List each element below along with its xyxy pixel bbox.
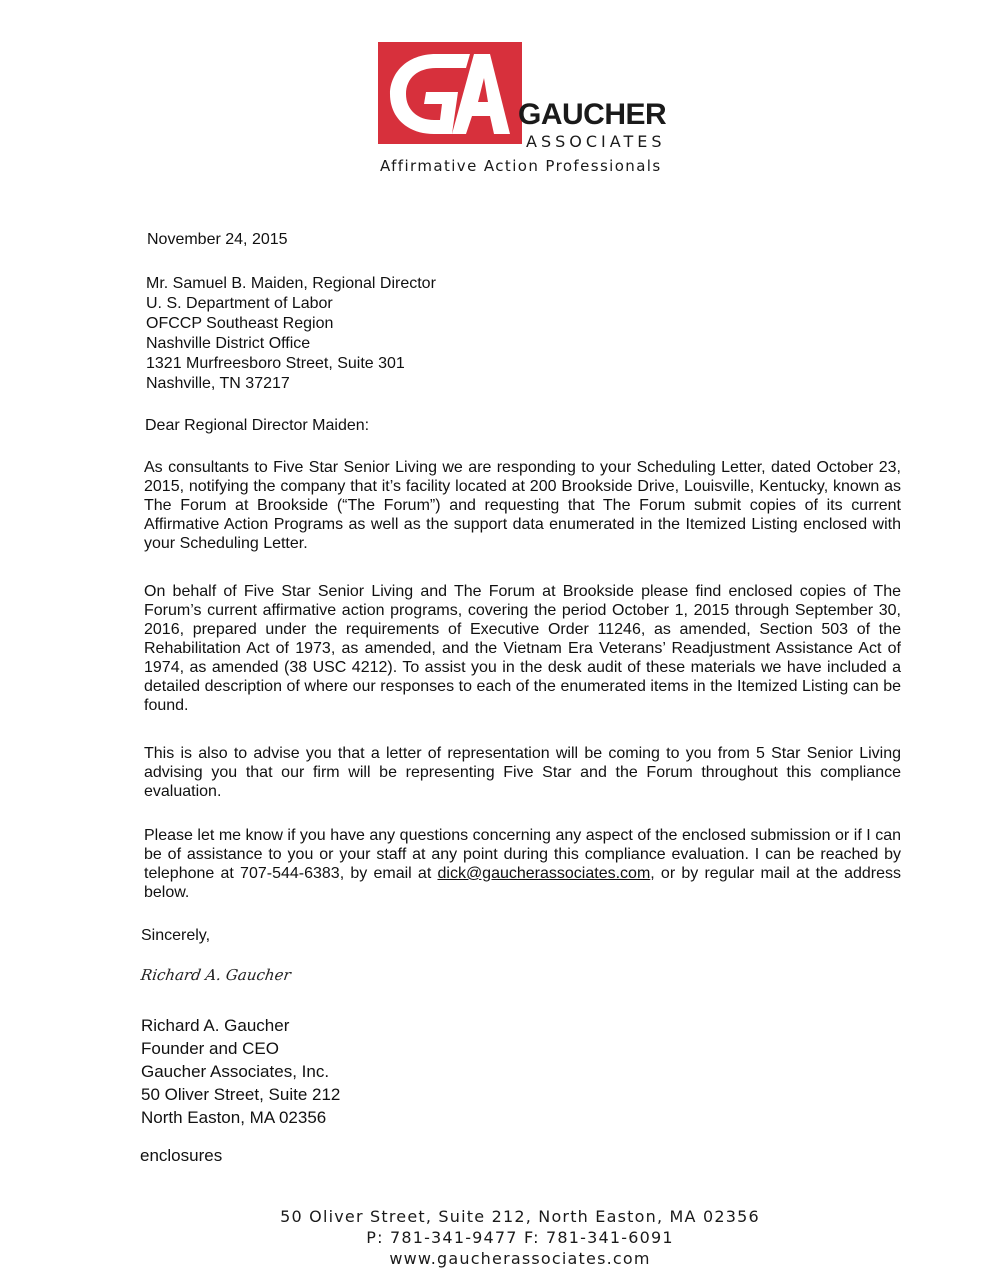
footer-website: www.gaucherassociates.com (389, 1249, 651, 1268)
footer-address: 50 Oliver Street, Suite 212, North Easton, MA 02356 (280, 1207, 760, 1226)
recipient-line: Nashville District Office (146, 335, 311, 352)
body-paragraph-4 (144, 826, 901, 902)
body-paragraph-3: This is also to advise you that a letter of representation will be coming to you from 5 Star Senior Living advising you that our firm will be representing Five Star and the Forum throughout this compliance evaluation. (144, 745, 901, 800)
enclosures-note: enclosures (140, 1146, 223, 1165)
recipient-line: 1321 Murfreesboro Street, Suite 301 (146, 355, 405, 372)
recipient-line: OFCCP Southeast Region (146, 315, 334, 332)
salutation: Dear Regional Director Maiden: (145, 417, 370, 434)
footer-phones: P: 781-341-9477 F: 781-341-6091 (366, 1228, 674, 1247)
signer-line: North Easton, MA 02356 (141, 1108, 327, 1127)
paragraph-4-text-end: , or by regular mail at the address below. (144, 865, 901, 901)
letter-date: November 24, 2015 (147, 231, 288, 248)
signer-block (141, 1014, 340, 1129)
signer-line: Founder and CEO (141, 1039, 279, 1058)
recipient-line: Nashville, TN 37217 (146, 375, 290, 392)
email-link[interactable]: dick@gaucherassociates.com (437, 865, 651, 882)
ga-logo-mark (378, 42, 522, 144)
body-paragraph-2: On behalf of Five Star Senior Living and The Forum at Brookside please find enclosed copies of The Forum’s current affirmative action programs, covering the period October 1, 2015 through September 30, 2016, prepared under the requirements of Executive Order 11246, as amended, Section 503 of the Rehabilitation Act of 1973, as amended, and the Vietnam Era Veterans’ Readjustment Assistance Act of 1974, as amended (38 USC 4212). To assist you in the desk audit of these materials we have included a detailed description of where our responses to each of the enumerated items in the Itemized Listing can be found. (144, 583, 901, 714)
company-logo (378, 42, 688, 152)
closing: Sincerely, (141, 927, 211, 944)
company-tagline: Affirmative Action Professionals (380, 157, 662, 175)
recipient-address (146, 274, 436, 394)
recipient-line: Mr. Samuel B. Maiden, Regional Director (146, 275, 436, 292)
brand-name: GAUCHER (518, 98, 667, 131)
paragraph-4-text: Please let me know if you have any questions concerning any aspect of the enclosed submission or if I can be of assistance to you or your staff at any point during this compliance evaluation. I can be reached by telephone at 707-544-6383, by email at (144, 827, 901, 882)
brand-subtitle: ASSOCIATES (526, 132, 666, 151)
handwritten-signature: Richard A. Gaucher (139, 966, 292, 984)
signer-line: Richard A. Gaucher (141, 1016, 290, 1035)
body-paragraph-1: As consultants to Five Star Senior Living we are responding to your Scheduling Letter, dated October 23, 2015, notifying the company that it’s facility located at 200 Brookside Drive, Louisville, Kentucky, known as The Forum at Brookside (“The Forum”) and requesting that The Forum submit copies of its current Affirmative Action Programs as well as the support data enumerated in the Itemized Listing enclosed with your Scheduling Letter. (144, 459, 901, 552)
recipient-line: U. S. Department of Labor (146, 295, 333, 312)
signer-line: Gaucher Associates, Inc. (141, 1062, 330, 1081)
letter-footer (0, 1206, 990, 1269)
signer-line: 50 Oliver Street, Suite 212 (141, 1085, 341, 1104)
